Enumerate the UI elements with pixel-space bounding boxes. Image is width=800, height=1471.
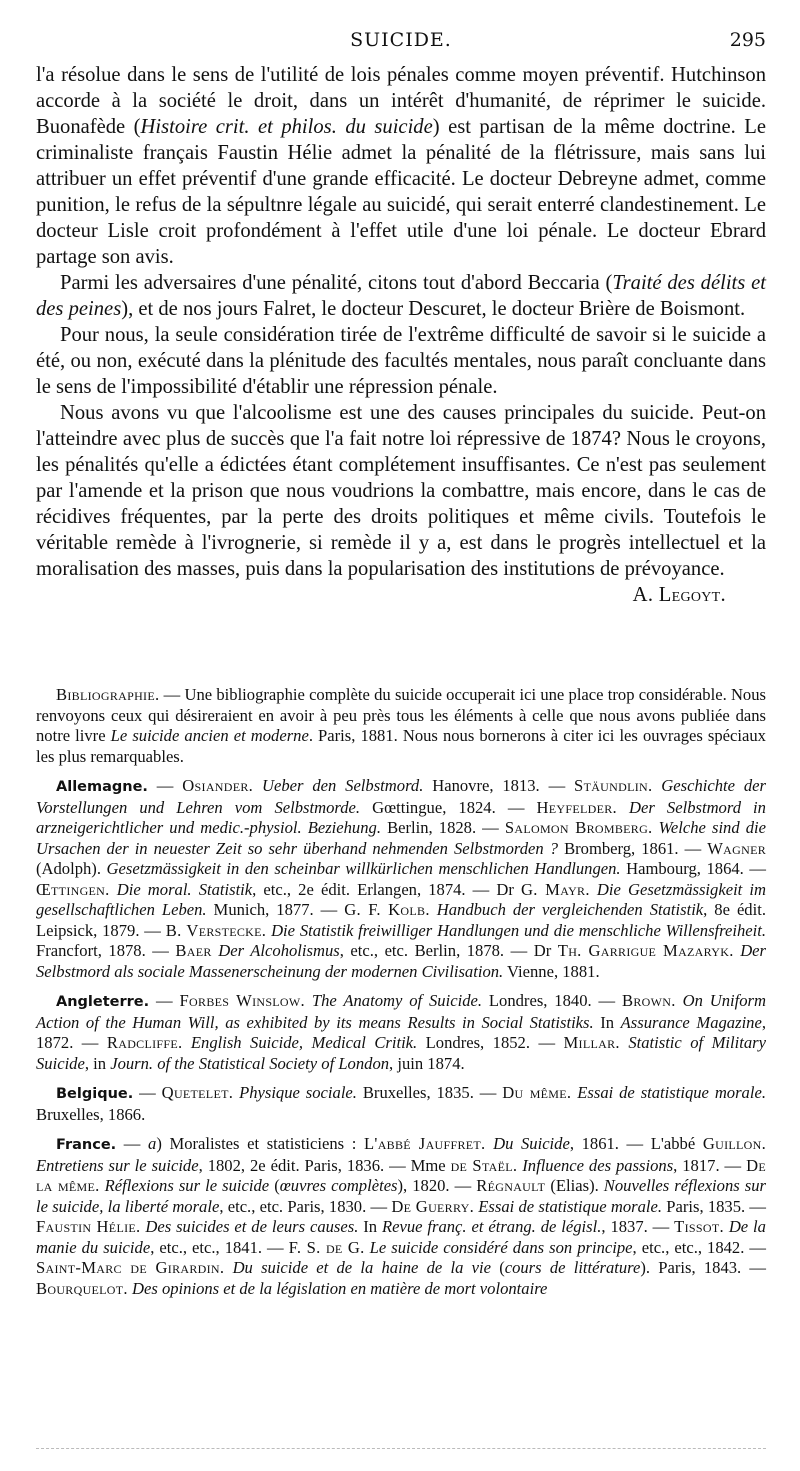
paragraph-1-text: l'a résolue dans le sens de l'utilité de lois pénales comme moyen préventif. Hutchinson accorde à la société le droit, dans un intérêt d'humanité, de réprimer le suicide. Buonafède ( — [36, 64, 766, 138]
entry-author: Saint-Marc de Girardin. — [36, 1258, 225, 1277]
paragraph-1 — [36, 62, 766, 270]
entry-title: Statistic of Military Suicide — [36, 1033, 766, 1073]
entry-title: The Anatomy of Suicide. — [311, 991, 483, 1010]
bibliography-intro-text: — Une bibliographie complète du suicide occuperait ici une place trop considérable. Nous renvoyons ceux qui désireraient en avoir à peu près tous les éléments à celle que nous avons publiée dans notre livre — [36, 685, 766, 745]
entry-text: ( — [269, 1176, 280, 1195]
entry-text: Londres, 1852. — — [417, 1033, 564, 1052]
entry-title: Journ. of the Statistical Society of London — [110, 1053, 390, 1073]
entry-text: , 8e édit. Leipsick, 1879. — — [36, 900, 766, 940]
entry-title: Nouvelles réflexions sur le suicide, la liberté morale — [36, 1176, 766, 1216]
paragraph-3: Pour nous, la seule considération tirée de l'extrême difficulté de savoir si le suicide a été, ou non, exécuté dans la plénitude des facultés mentales, nous paraît concluante dans le sens de l'impossibilité d'établir une répression pénale. — [36, 324, 766, 398]
entry-text: , 1872. — — [36, 1012, 766, 1052]
main-text — [36, 62, 766, 608]
paragraph-4-text: Nous avons vu que l'alcoolisme est une des causes principales du suicide. Peut-on l'atteindre avec plus de succès que l'a fait notre loi répressive de 1874? Nous le croyons, les pénalités qu'elle a édictées étant complétement insuffisantes. Ce n'est pas seulement par l'amende et la prison que nous voudrions la combattre, mais encore, dans le cas de récidives fréquentes, par la perte des droits politiques et même civils. Toutefois le véritable remède à l'ivrognerie, si remède il y a, est dans le progrès intellectuel et la moralisation des masses, puis dans la popularisation des institutions de prévoyance. — [36, 402, 766, 580]
bibliography-label: Bibliographie. — [56, 685, 160, 704]
entry-author: Quetelet. — [161, 1083, 234, 1102]
entry-text: , etc., 2e édit. Erlangen, 1874. — Dr — [252, 879, 522, 899]
page-header — [36, 27, 766, 55]
entry-title: œuvres complètes — [279, 1176, 398, 1195]
entry-text: , etc., etc. Berlin, 1878. — Dr — [339, 941, 558, 960]
entry-title: Der Alcoholismus — [218, 941, 340, 960]
entry-author: Osiander. — [182, 776, 254, 795]
bibliography — [36, 685, 766, 1308]
entry-title: Die Gesetzmässigkeit im gesellschaftlichen Leben. — [36, 879, 766, 919]
entry-author: de Staël. — [450, 1155, 518, 1175]
entry-text — [253, 776, 262, 795]
entry-text — [652, 776, 661, 795]
entry-title: Du Suicide — [493, 1134, 570, 1153]
entry-author: Forbes Winslow. — [179, 991, 305, 1010]
entry-text: Hambourg, 1864. — — [620, 859, 766, 878]
entry-title: Revue franç. et étrang. de législ. — [381, 1217, 602, 1236]
entry-title: English Suicide, Medical Critik. — [190, 1033, 418, 1052]
entry-text — [430, 900, 437, 919]
running-title: SUICIDE. — [350, 29, 452, 51]
paragraph-2 — [36, 270, 766, 322]
entry-author: Œttingen. — [36, 879, 110, 899]
paragraph-2-text2: ), et de nos jours Falret, le docteur Descuret, le docteur Brière de Boismont. — [121, 298, 746, 320]
entry-text: — — [133, 1083, 162, 1102]
bibliography-intro-text2: . Paris, 1881. Nous nous bornerons à citer ici les ouvrages spéciaux les plus remarquables. — [36, 726, 766, 766]
entry-author: De la même. — [36, 1155, 766, 1195]
entry-text — [676, 991, 683, 1010]
entry-title: Réflexions sur le suicide — [104, 1176, 270, 1195]
section-entries — [36, 776, 766, 981]
entry-author: Régnault — [476, 1176, 546, 1195]
entry-author: Baer — [175, 941, 212, 960]
entry-title: Der Selbstmord als sociale Massenerscheinung der modernen Civilisation. — [36, 941, 767, 981]
paragraph-1-text2: ) est partisan de la même doctrine. Le criminaliste français Faustin Hélie admet la pénalité de la flétrissure, mais sans lui attribuer un effet préventif d'une grande efficacité. Le docteur Debreyne admet, comme punition, le refus de la sépultnre légale au suicidé, qui serait enterré clandestinement. Le docteur Lisle croit profondément à l'effet utile d'une loi pénale. Le docteur Ebrard partage son avis. — [36, 116, 766, 268]
entry-text: , 1817. — — [673, 1155, 747, 1175]
entry-title: Physique sociale. — [239, 1083, 357, 1102]
entry-title: De la manie du suicide — [36, 1217, 766, 1257]
entry-author: G. F. Kolb. — [344, 900, 430, 919]
entry-text: In — [358, 1217, 382, 1236]
entry-author: Bourquelot. — [36, 1278, 128, 1298]
entry-text: (Adolph). — [36, 859, 107, 878]
entry-text: Bruxelles, 1835. — — [356, 1083, 503, 1102]
entry-author: Th. Garrigue Mazaryk. — [557, 941, 734, 960]
entry-author: Tissot. — [674, 1217, 724, 1236]
entry-text: — — [149, 991, 180, 1010]
entry-title: Le suicide considéré dans son principe — [369, 1237, 633, 1257]
paragraph-2-text: Parmi les adversaires d'une pénalité, citons tout d'abord Beccaria ( — [60, 272, 613, 294]
entry-author: L'abbé Jauffret. — [363, 1134, 486, 1153]
entry-author: Du même. — [502, 1083, 572, 1102]
entry-author: Heyfelder. — [536, 797, 617, 817]
country-label: Angleterre. — [56, 994, 150, 1010]
country-label: Allemagne. — [56, 779, 148, 795]
entry-author: G. Mayr. — [521, 879, 590, 899]
entry-text: In — [593, 1012, 621, 1032]
entry-text: ( — [490, 1258, 505, 1277]
entry-text: Vienne, 1881. — [503, 961, 600, 981]
entry-text: Berlin, 1828. — — [380, 818, 505, 837]
entry-text: — — [147, 776, 183, 795]
entry-author: Millar. — [563, 1033, 620, 1052]
entry-author: Brown. — [622, 991, 676, 1010]
bibliography-section-angleterre — [36, 991, 766, 1074]
entry-title: Essai de statistique morale. — [478, 1196, 663, 1216]
paragraph-4 — [36, 400, 766, 606]
entry-title: Assurance Magazine — [620, 1012, 762, 1032]
entry-author: Faustin Hélie. — [36, 1217, 141, 1236]
entry-text: , juin 1874. — [389, 1053, 465, 1073]
entry-text: (Elias). — [545, 1176, 604, 1195]
entry-text: ). Paris, 1843. — — [640, 1258, 767, 1277]
entry-text — [590, 880, 597, 899]
entry-text — [485, 1134, 493, 1153]
entry-author: F. S. de G. — [288, 1237, 365, 1257]
entry-text — [617, 798, 629, 817]
entry-title: Die moral. Statistik — [116, 879, 253, 899]
entry-text: , etc., etc. Paris, 1830. — — [219, 1196, 392, 1216]
bibliography-section-allemagne — [36, 776, 766, 982]
entry-title: Handbuch der vergleichenden Statistik — [436, 900, 704, 919]
bibliography-intro-title: Le suicide ancien et moderne — [110, 726, 309, 745]
bibliography-section-france — [36, 1134, 766, 1299]
entry-title: Des opinions et de la législation en matière de mort volontaire — [132, 1278, 548, 1298]
entry-text: , 1802, 2e édit. Paris, 1836. — Mme — [198, 1155, 451, 1175]
entry-text: , in — [84, 1053, 111, 1073]
country-label: France. — [56, 1137, 117, 1153]
section-entries — [36, 1083, 766, 1124]
entry-text — [224, 1258, 232, 1277]
entry-title: Entretiens sur le suicide — [36, 1155, 199, 1175]
entry-author: Salomon Bromberg. — [504, 818, 653, 837]
author-signature: A. Legoyt. — [632, 584, 726, 606]
entry-title: Essai de statistique morale. — [577, 1083, 766, 1102]
entry-text — [182, 1033, 190, 1052]
entry-text: Bruxelles, 1866. — [36, 1104, 146, 1124]
country-label: Belgique. — [56, 1086, 134, 1102]
entry-title: Influence des passions — [522, 1155, 674, 1175]
entry-title: Die Statistik freiwilliger Handlungen und die menschliche Willensfreiheit. — [271, 920, 766, 940]
entry-title: a — [148, 1134, 157, 1153]
paragraph-1-title: Histoire crit. et philos. du suicide — [140, 116, 433, 138]
entry-text: , 1861. — L'abbé — [569, 1134, 703, 1153]
entry-author: B. Verstecke. — [165, 920, 267, 940]
entry-text: — — [116, 1134, 149, 1153]
entry-title: Welche sind die Ursachen der in neuester Zeit so sehr überhand nehmenden Selbstmorden ? — [36, 818, 767, 858]
entry-author: Radcliffe. — [106, 1033, 183, 1052]
entry-text: Bromberg, 1861. — — [558, 838, 708, 858]
entry-text: Hanovre, 1813. — — [423, 776, 575, 795]
entry-text — [110, 880, 117, 899]
entry-title: Der Selbstmord in arzneigerichtlicher und medic.-physiol. Beziehung. — [36, 797, 766, 837]
entry-title: Gesetzmässigkeit in den scheinbar willkürlichen menschlichen Handlungen. — [106, 859, 621, 878]
entry-text: ) Moralistes et statisticiens : — [156, 1134, 364, 1153]
section-entries — [36, 1134, 766, 1298]
footer-rule — [36, 1448, 766, 1449]
entry-text: , etc., etc., 1841. — — [150, 1237, 289, 1257]
entry-author: Wagner — [707, 838, 767, 858]
entry-text: , 1837. — — [601, 1217, 675, 1236]
entry-text: Francfort, 1878. — — [36, 941, 176, 960]
entry-title: Du suicide et de la haine de la vie — [232, 1258, 491, 1277]
entry-text: Paris, 1835. — — [662, 1196, 767, 1216]
paragraph-2-title: Traité des délits et des peines — [36, 272, 766, 320]
bibliography-section-belgique — [36, 1083, 766, 1125]
entry-text: Munich, 1877. — — [206, 900, 345, 919]
entry-text: Londres, 1840. — — [482, 991, 623, 1010]
entry-title: cours de littérature — [504, 1258, 641, 1277]
entry-text: , etc., etc., 1842. — — [632, 1237, 766, 1257]
entry-title: Des suicides et de leurs causes. — [145, 1217, 359, 1236]
entry-text: ), 1820. — — [397, 1176, 477, 1195]
entry-text: Gœttingue, 1824. — — [360, 797, 537, 817]
entry-title: Geschichte der Vorstellungen und Lehren vom Selbstmorde. — [36, 776, 766, 817]
entry-author: Stäundlin. — [574, 776, 653, 795]
bibliography-intro — [36, 685, 766, 767]
entry-title: On Uniform Action of the Human Will, as exhibited by its means Results in Social Statistiks. — [36, 991, 766, 1032]
entry-author: De Guerry. — [391, 1196, 475, 1216]
entry-author: Guillon. — [702, 1134, 767, 1153]
entry-text — [305, 991, 312, 1010]
page-number: 295 — [729, 29, 766, 51]
entry-title: Ueber den Selbstmord. — [261, 776, 424, 795]
